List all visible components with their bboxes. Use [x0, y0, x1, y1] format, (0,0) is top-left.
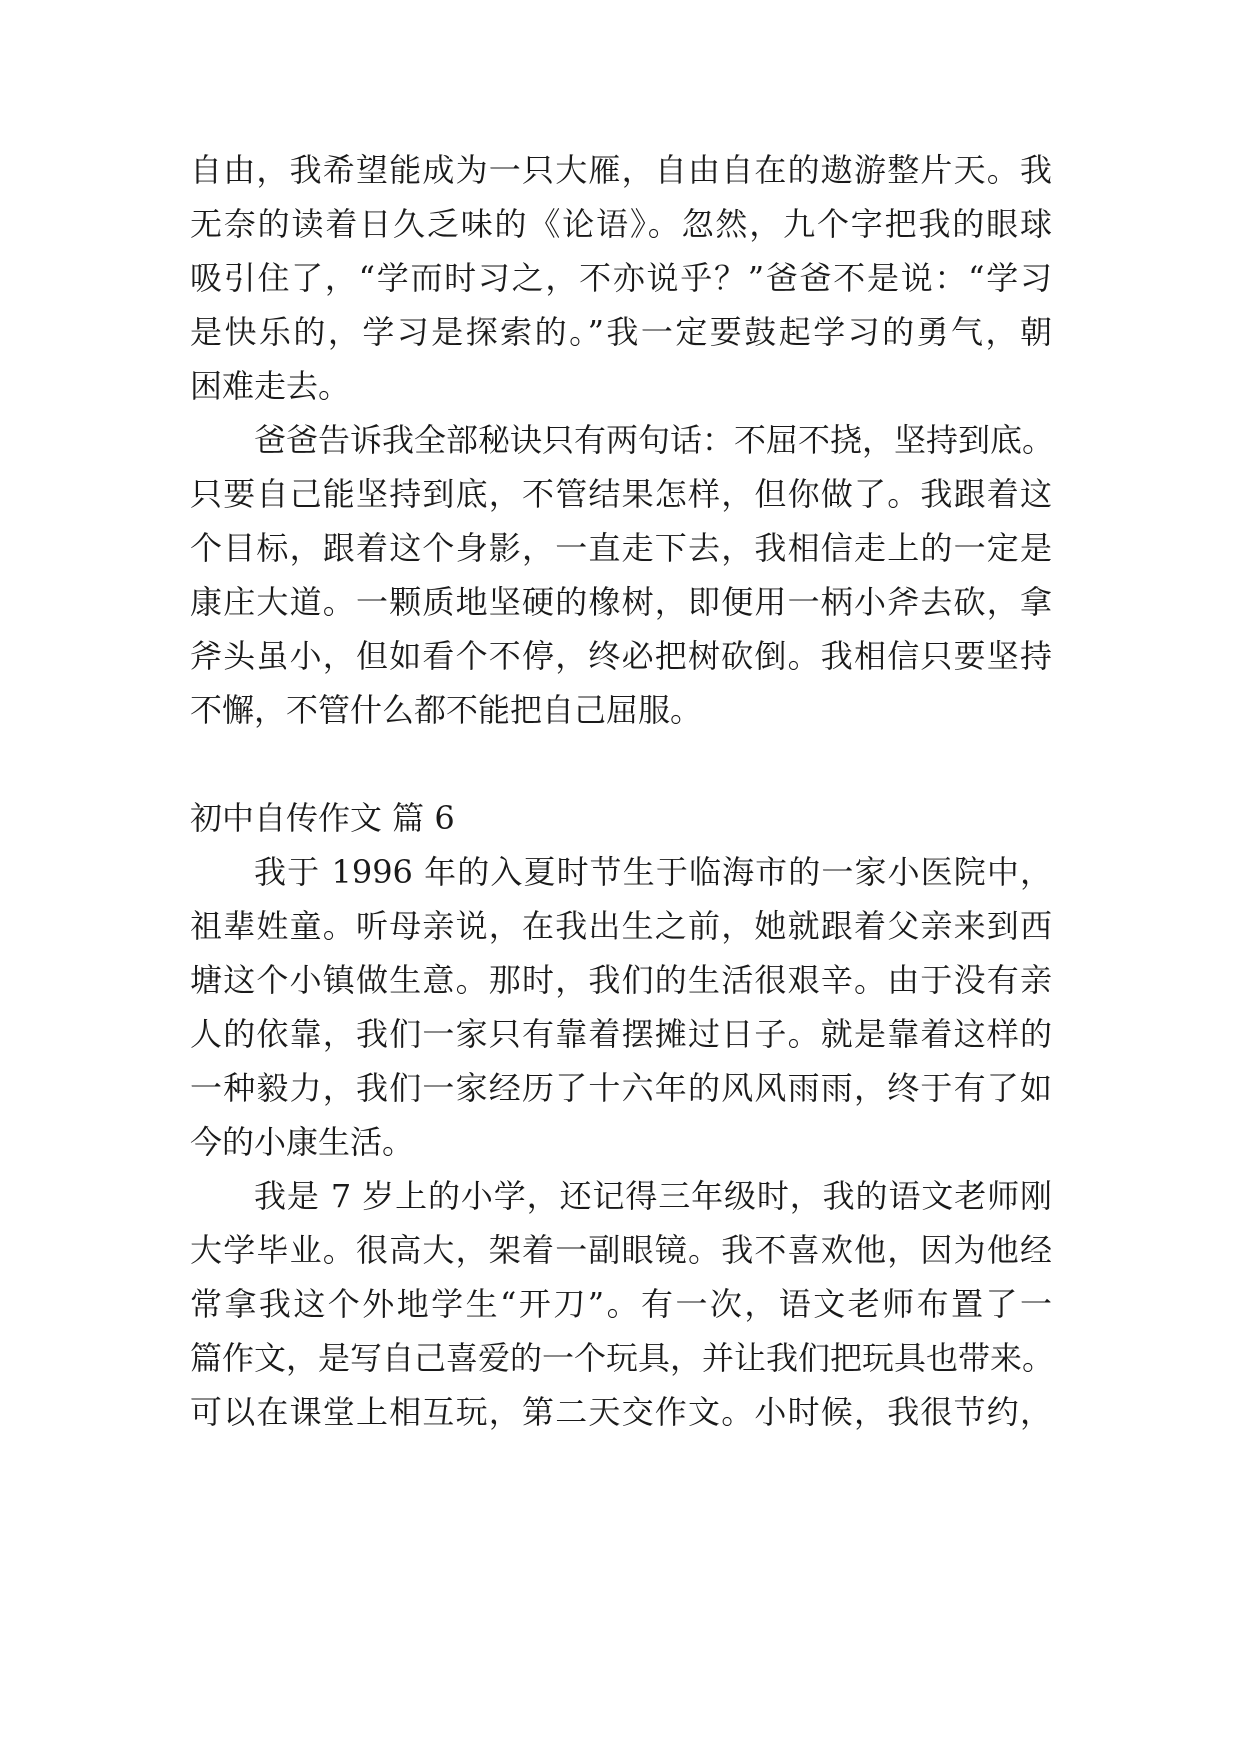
paragraph-d-line-5: 可以在课堂上相互玩，第二天交作文。小时候，我很节约，: [190, 1393, 1052, 1431]
paragraph-c-line-2: 祖辈姓童。听母亲说，在我出生之前，她就跟着父亲来到西: [190, 907, 1052, 945]
paragraph-b-line-4: 康庄大道。一颗质地坚硬的橡树，即便用一柄小斧去砍，拿: [190, 583, 1052, 621]
paragraph-c-line-4: 人的依靠，我们一家只有靠着摆摊过日子。就是靠着这样的: [190, 1015, 1052, 1053]
paragraph-c-line-5: 一种毅力，我们一家经历了十六年的风风雨雨，终于有了如: [190, 1069, 1052, 1107]
paragraph-b-line-1: 爸爸告诉我全部秘诀只有两句话：不屈不挠，坚持到底。: [254, 421, 1055, 459]
paragraph-d-line-2: 大学毕业。很高大，架着一副眼镜。我不喜欢他，因为他经: [190, 1231, 1052, 1269]
paragraph-b-line-5: 斧头虽小，但如看个不停，终必把树砍倒。我相信只要坚持: [190, 637, 1052, 675]
paragraph-c-line-3: 塘这个小镇做生意。那时，我们的生活很艰辛。由于没有亲: [190, 961, 1052, 999]
paragraph-a-line-4: 是快乐的，学习是探索的。”我一定要鼓起学习的勇气，朝: [190, 313, 1052, 351]
paragraph-a-line-1: 自由，我希望能成为一只大雁，自由自在的遨游整片天。我: [190, 151, 1052, 189]
paragraph-d-line-1: 我是 7 岁上的小学，还记得三年级时，我的语文老师刚: [254, 1177, 1052, 1215]
paragraph-b-line-3: 个目标，跟着这个身影，一直走下去，我相信走上的一定是: [190, 529, 1052, 567]
paragraph-c-line-6: 今的小康生活。: [190, 1123, 415, 1161]
paragraph-d-line-3: 常拿我这个外地学生“开刀”。有一次，语文老师布置了一: [190, 1285, 1052, 1323]
paragraph-a-line-5: 困难走去。: [190, 367, 351, 405]
section-heading: 初中自传作文 篇 6: [190, 799, 455, 837]
paragraph-d-line-4: 篇作文，是写自己喜爱的一个玩具，并让我们把玩具也带来。: [190, 1339, 1055, 1377]
paragraph-a-line-3: 吸引住了，“学而时习之，不亦说乎？”爸爸不是说：“学习: [190, 259, 1052, 297]
paragraph-b-line-2: 只要自己能坚持到底，不管结果怎样，但你做了。我跟着这: [190, 475, 1052, 513]
paragraph-c-line-1: 我于 1996 年的入夏时节生于临海市的一家小医院中，: [254, 853, 1052, 891]
paragraph-b-line-6: 不懈，不管什么都不能把自己屈服。: [190, 691, 703, 729]
paragraph-a-line-2: 无奈的读着日久乏味的《论语》。忽然，九个字把我的眼球: [190, 205, 1052, 243]
